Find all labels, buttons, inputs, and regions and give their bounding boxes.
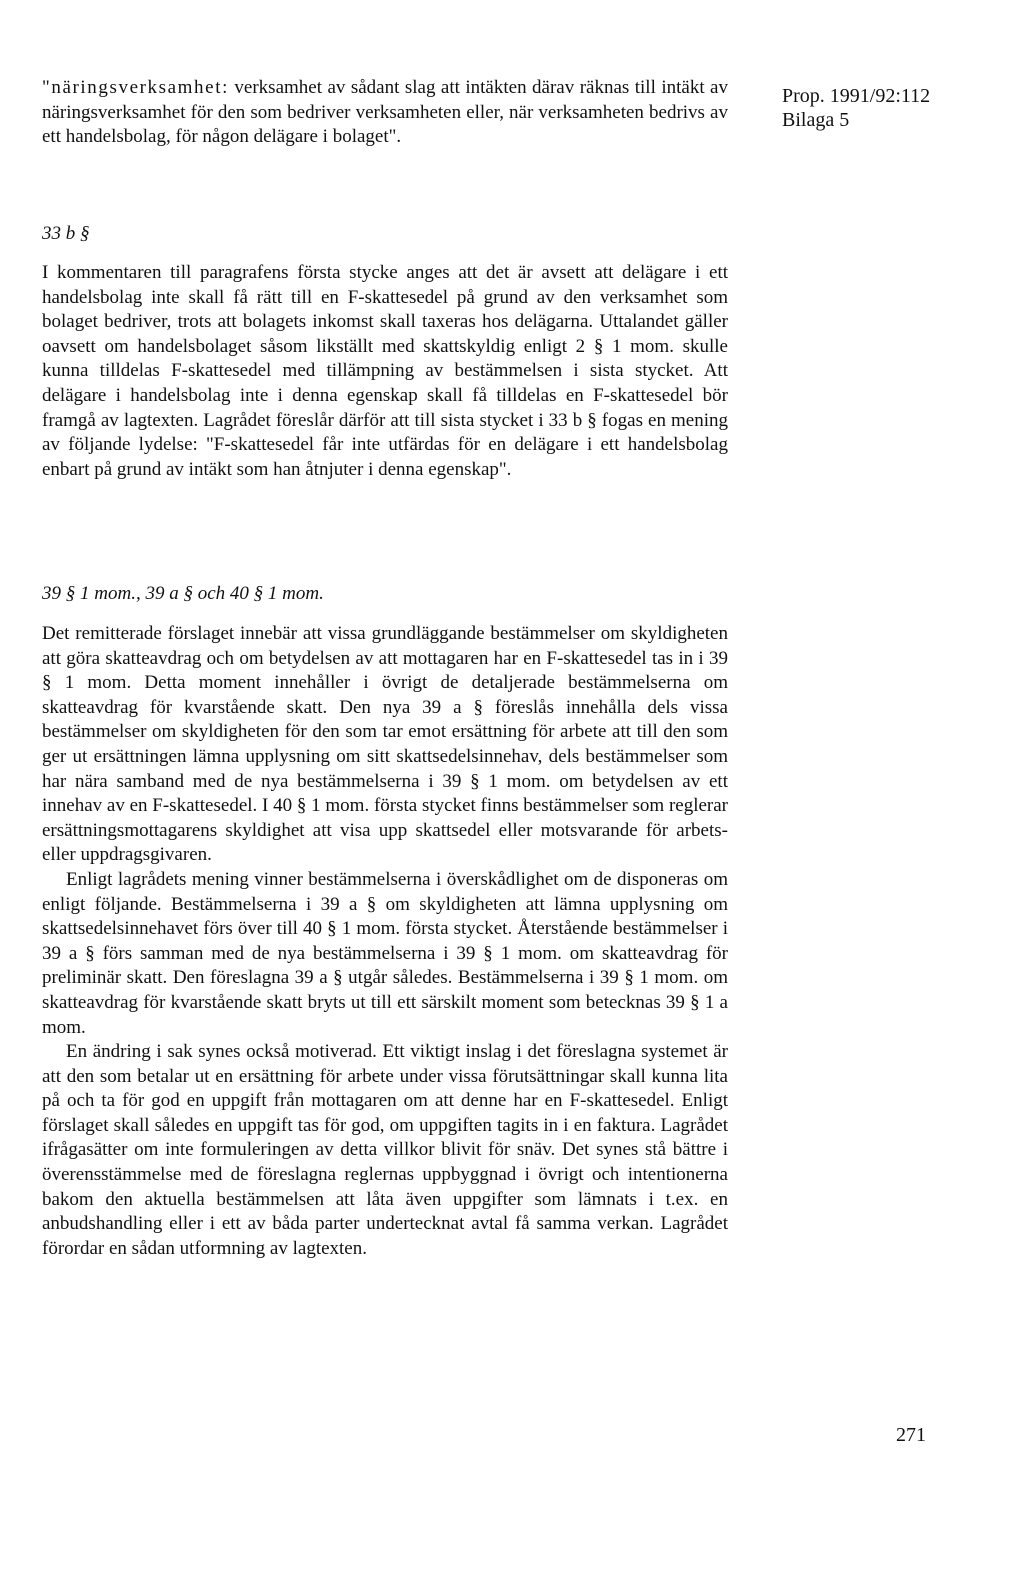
section-heading-39: 39 § 1 mom., 39 a § och 40 § 1 mom. bbox=[42, 583, 324, 604]
intro-text: verksamhet av sådant slag att intäkten därav räknas till intäkt av näringsverksamhet för den som bedriver verksamheten eller, när verksamheten bedrivs av ett handelsbolag, för någon delägare i bolaget". bbox=[42, 77, 728, 148]
paragraph: En ändring i sak synes också motiverad. Ett viktigt inslag i det föreslagna systemet är att den som betalar ut en ersättning för arbete under vissa förutsättningar skall kunna lita på och ta för god en uppgift från mottagaren om att denne har en F-skattesedel. Enligt förslaget skall således en uppgift tas för god, om uppgiften tagits in i en faktura. Lagrådet ifrågasätter om inte formuleringen av detta villkor blivit för snäv. Det synes stå bättre i överensstämmelse med de föreslagna reglernas uppbyggnad i övrigt och intentionerna bakom den aktuella bestämmelsen att låta även uppgifter som lämnats i t.ex. en anbudshandling eller i ett av båda parter undertecknat avtal få samma verkan. Lagrådet förordar en sådan utformning av lagtexten. bbox=[42, 1041, 728, 1259]
paragraph: I kommentaren till paragrafens första stycke anges att det är avsett att delägare i ett handelsbolag inte skall få rätt till en F-skattesedel på grund av den verksamhet som bolaget bedriver, trots att bolagets inkomst skall taxeras hos delägarna. Uttalandet gäller oavsett om handelsbolaget såsom likställt med skattskyldig enligt 2 § 1 mom. skulle kunna tilldelas F-skattesedel med tillämpning av bestämmelsen i sista stycket. Att delägare i handelsbolag inte i denna egenskap skall få tilldelas en F-skattesedel bör framgå av lagtexten. Lagrådet föreslår därför att till sista stycket i 33 b § fogas en mening av följande lydelse: "F-skattesedel får inte utfärdas för en delägare i ett handelsbolag enbart på grund av intäkt som han åtnjuter i denna egenskap". bbox=[42, 262, 728, 480]
section-39-body bbox=[42, 622, 728, 1261]
section-heading-33b: 33 b § bbox=[42, 223, 90, 244]
paragraph: Det remitterade förslaget innebär att vissa grundläggande bestämmelser om skyldigheten att göra skatteavdrag och om betydelsen av att mottagaren har en F-skattesedel tas in i 39 § 1 mom. Detta moment innehåller i övrigt de detaljerade bestämmelserna om skatteavdrag för kvarstående skatt. Den nya 39 a § föreslås innehålla dels vissa bestämmelser om skyldigheten för den som tar emot ersättning för arbete att till den som ger ut ersättningen lämna upplysning om sitt skattsedelsinnehav, dels bestämmelser som har nära samband med de nya bestämmelserna i 39 § 1 mom. om betydelsen av ett innehav av en F-skattesedel. I 40 § 1 mom. första stycket finns bestämmelser som reglerar ersättningsmottagarens skyldighet att visa upp skattsedel eller motsvarande för arbets- eller uppdragsgivaren. bbox=[42, 623, 728, 866]
intro-block bbox=[42, 76, 728, 150]
intro-paragraph bbox=[42, 76, 728, 150]
paragraph: Enligt lagrådets mening vinner bestämmelserna i överskådlighet om de disponeras om enligt följande. Bestämmelserna i 39 a § om skyldigheten att lämna upplysning om skattsedelsinnehavet förs över till 40 § 1 mom. första stycket. Återstående bestämmelser i 39 a § förs samman med de nya bestämmelserna i 39 § 1 mom. om skatteavdrag för preliminär skatt. Den föreslagna 39 a § utgår således. Bestämmelserna i 39 § 1 mom. om skatteavdrag för kvarstående skatt bryts ut till ett särskilt moment som betecknas 39 § 1 a mom. bbox=[42, 868, 728, 1038]
section-33b-body bbox=[42, 261, 728, 482]
page-number: 271 bbox=[896, 1424, 926, 1446]
appendix-label: Bilaga 5 bbox=[782, 109, 850, 131]
defined-term: "näringsverksamhet: bbox=[42, 77, 229, 98]
prop-reference: Prop. 1991/92:112 bbox=[782, 85, 931, 107]
